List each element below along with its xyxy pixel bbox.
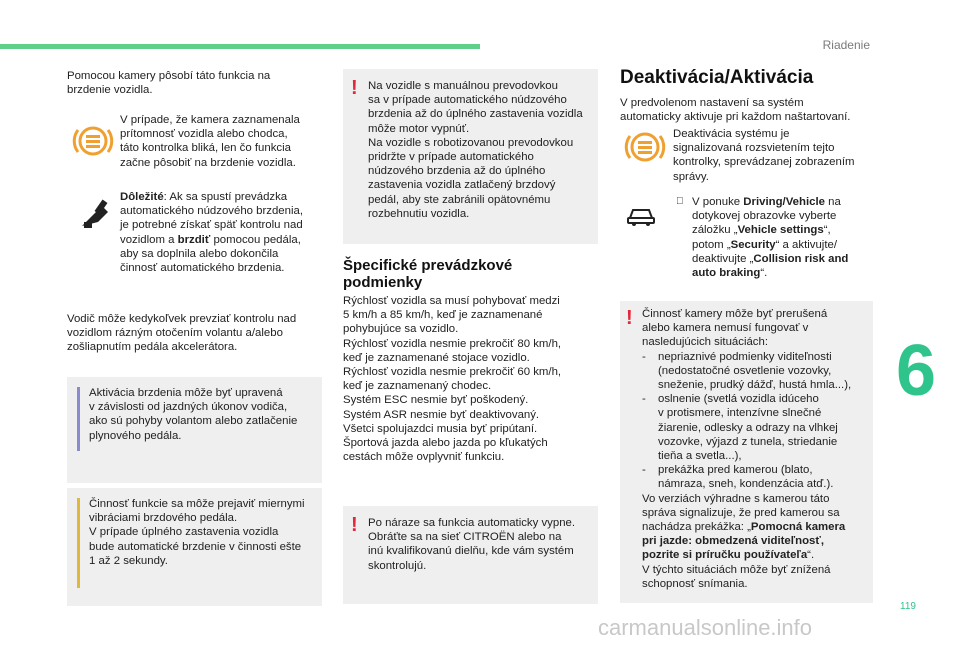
warn-after: Vo verziách výhradne s kamerou táto správa signalizuje, že pred kamerou sa nachádza prekážka: „	[642, 492, 840, 534]
chapter-number: 6	[896, 331, 937, 411]
conditions-list-item	[642, 392, 870, 463]
dash-bullet: -	[642, 350, 646, 363]
conditions-list-item	[642, 350, 870, 393]
conditions-list-text: oslnenie (svetlá vozidla idúceho v protismere, intenzívne slnečné žiarenie, odlesky a odrazy na vlhkej vozovke, výjazd z tunela, striedanie tieňa a svetla...),	[658, 393, 838, 463]
bullet-arrow-icon	[676, 196, 684, 207]
conditions-list	[642, 350, 870, 492]
warning-icon: !	[351, 77, 358, 99]
col1-item2-text: : Ak sa spustí prevádzka automatického núdzového brzdenia, je potrebné získať späť kontrolu nad vozidlom a	[120, 191, 304, 246]
info-bar-icon	[77, 387, 80, 451]
col3-item1: Deaktivácia systému je signalizovaná rozsvietením tejto kontrolky, sprevádzanej zobrazením správy.	[673, 128, 855, 183]
col3-intro: V predvolenom nastavení sa systém automaticky aktivuje pri každom naštartovaní.	[620, 97, 851, 124]
watermark: carmanualsonline.info	[598, 615, 813, 640]
warn-intro: Činnosť kamery môže byť prerušená alebo kamera nemusí fungovať v nasledujúcich situáciách:	[642, 308, 828, 349]
col1-intro: Pomocou kamery pôsobí táto funkcia na brzdenie vozidla.	[67, 70, 271, 97]
deactivation-heading: Deaktivácia/Aktivácia	[620, 67, 814, 88]
info-box-2-text: Činnosť funkcie sa môže prejaviť miernymi vibráciami brzdového pedála. V prípade úplného zastavenia vozidla bude automatické brzdenie v činnosti ešte 1 až 2 sekundy.	[89, 498, 305, 567]
info-box-1	[67, 377, 322, 483]
col3-item2-a: V ponuke	[692, 196, 744, 208]
warn-end: “. V týchto situáciách môže byť znížená schopnosť snímania.	[642, 549, 831, 590]
dash-bullet: -	[642, 393, 646, 406]
foot-pedal-icon	[78, 196, 120, 238]
warning-box-2	[343, 506, 598, 604]
col3-item2-c: na dotykovej obrazovke vyberte záložku „	[692, 196, 841, 237]
tab-vehicle-settings: Vehicle settings	[737, 224, 824, 237]
info-bar-icon-2	[77, 498, 80, 588]
col1-item2-text2: pomocou pedála, aby sa doplnila alebo dokončila činnosť automatického brzdenia.	[120, 233, 301, 275]
dash-bullet: -	[642, 464, 646, 477]
col1-paragraph: Vodič môže kedykoľvek prevziať kontrolu nad vozidlom rázným otočením volantu a/alebo zošliapnutím pedála akcelerátora.	[67, 313, 297, 354]
option-collision-risk: Collision risk and auto braking	[692, 252, 849, 280]
menu-security: Security	[730, 238, 776, 251]
conditions-list-text: prekážka pred kamerou (blato, námraza, sneh, kondenzácia atď.).	[658, 464, 834, 491]
important-label: Dôležité	[120, 191, 164, 203]
warning-box-3	[620, 301, 873, 603]
car-icon	[626, 204, 668, 246]
col3-item2-i: “.	[760, 267, 768, 280]
top-green-bar	[0, 44, 480, 49]
brake-warning-icon	[72, 120, 114, 162]
col1-item2	[120, 190, 325, 275]
col2-body: Rýchlosť vozidla sa musí pohybovať medzi 5 km/h a 85 km/h, keď je zaznamenané pohybujúce sa vozidlo. Rýchlosť vozidla nesmie prekročiť 80 km/h, keď je zaznamenané stojace vozidlo. Rýchlosť vozidla nesmie prekročiť 60 km/h, keď je zaznamenaný chodec. Systém ESC nesmie byť poškodený. Systém ASR nesmie byť deaktivovaný. Všetci spolujazdci musia byť pripútaní. Športová jazda alebo jazda po kľukatých cestách môže ovplyvniť funkciu.	[343, 295, 562, 464]
menu-driving-vehicle: Driving/Vehicle	[743, 196, 825, 208]
brake-off-warning-icon	[624, 126, 666, 168]
warning-icon-2: !	[351, 514, 358, 536]
info-box-1-text: Aktivácia brzdenia môže byť upravená v závislosti od jazdných úkonov vodiča, ako sú pohyby volantom alebo zatlačenie plynového pedála.	[89, 387, 298, 442]
section-title: Riadenie	[822, 38, 870, 52]
info-box-2	[67, 488, 322, 606]
col3-item2	[692, 195, 877, 280]
warning-box-3-text	[642, 307, 870, 591]
warning-box-2-text: Po náraze sa funkcia automaticky vypne. Obráťte sa na sieť CITROËN alebo na inú kvalifikovanú dielňu, kde vám systém skontrolujú.	[368, 517, 576, 572]
warning-box-1	[343, 69, 598, 244]
col3-item2-e: “, potom „	[692, 224, 831, 251]
warning-icon-3: !	[626, 307, 633, 329]
col3-item2-g: “ a aktivujte/ deaktivujte „	[692, 238, 837, 265]
warning-box-1-text: Na vozidle s manuálnou prevodovkou sa v prípade automatického núdzového brzdenia až do úplného zastavenia vozidla môže motor vypnúť. Na vozidle s robotizovanou prevodovkou pridržte v prípade automatického núdzového brzdenia až do úplného zastavenia vozidla zatlačený brzdový pedál, aby ste zabránili opätovnému rozbehnutiu vozidla.	[368, 80, 583, 220]
specific-conditions-heading: Špecifické prevádzkové podmienky	[343, 257, 513, 291]
conditions-list-text: nepriaznivé podmienky viditeľnosti (nedostatočné osvetlenie vozovky, sneženie, prudký dážď, hustá hmla...),	[658, 350, 852, 392]
brake-word: brzdiť	[177, 233, 211, 246]
col1-item1: V prípade, že kamera zaznamenala prítomnosť vozidla alebo chodca, táto kontrolka bliká, len čo funkcia začne pôsobiť na brzdenie vozidla.	[120, 114, 300, 169]
warn-message: Pomocná kamera pri jazde: obmedzená viditeľnosť, pozrite si príručku používateľa	[642, 521, 846, 562]
page-number: 119	[900, 601, 916, 612]
conditions-list-item	[642, 463, 870, 491]
